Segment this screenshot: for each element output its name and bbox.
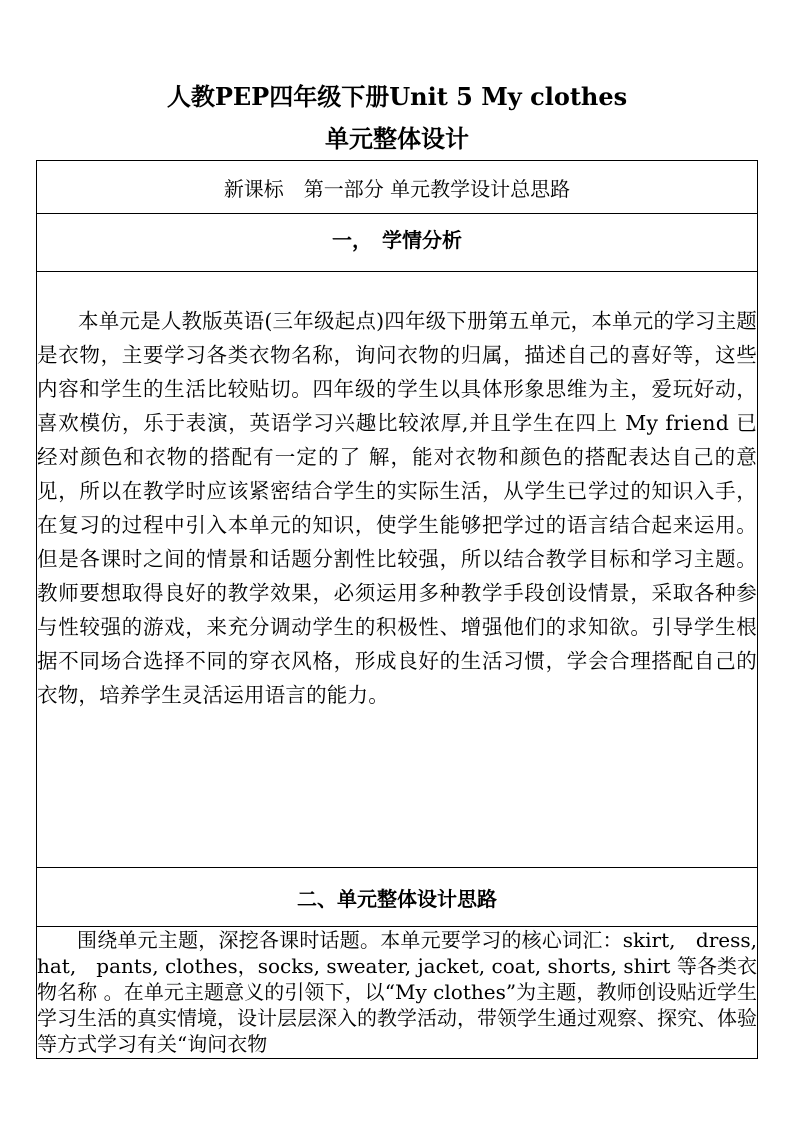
document-subtitle: 单元整体设计 bbox=[325, 124, 469, 153]
section2-body-cell bbox=[37, 927, 777, 1059]
section1-body-text: 本单元是人教版英语(三年级起点)四年级下册第五单元，本单元的学习主题是衣物，主要学习各类衣物名称，询问衣物的归属，描述自己的喜好等，这些内容和学生的生活比较贴切。四年级的学生以具体形象思维为主，爱玩好动，喜欢模仿，乐于表演，英语学习兴趣比较浓厚,并且学生在四上 My friend 已经对颜色和衣物的搭配有一定的了 解，能对衣物和颜色的搭配表达自己的意见，所以在教学时应该紧密结合学生的实际生活，从学生已学过的知识入手，在复习的过程中引入本单元的知识，使学生能够把学过的语言结合起来运用。但是各课时之间的情景和话题分割性比较强，所以结合教学目标和学习主题。教师要想取得良好的教学效果，必须运用多种教学手段创设情景，采取各种参与性较强的游戏，来充分调动学生的积极性、增强他们的求知欲。引导学生根据不同场合选择不同的穿衣风格，形成良好的生活习惯，学会合理搭配自己的衣物，培养学生灵活运用语言的能力。 bbox=[37, 309, 757, 707]
table-header-cell: 新课标 第一部分 单元教学设计总思路 bbox=[37, 161, 758, 214]
table-row bbox=[37, 927, 758, 1059]
table-row bbox=[37, 272, 758, 868]
document-title: 人教PEP四年级下册Unit 5 My clothes bbox=[166, 82, 628, 111]
design-table bbox=[36, 160, 777, 1059]
table-row bbox=[37, 214, 758, 272]
section1-heading: 一， 学情分析 bbox=[37, 214, 758, 272]
table-row bbox=[37, 161, 758, 214]
section1-body-cell bbox=[37, 272, 758, 868]
section2-heading: 二、单元整体设计思路 bbox=[37, 868, 758, 927]
table-row bbox=[37, 868, 758, 927]
section2-body-text: 围绕单元主题，深挖各课时话题。本单元要学习的核心词汇：skirt, dress, hat, pants, clothes，socks, sweater, jacket, coat, shorts, shirt 等各类衣物名称 。在单元主题意义的引领下，以“My clothes”为主题，教师创设贴近学生学习生活的真实情境，设计层层深入的教学活动，带领学生通过观察、探究、体验等方式学习有关“询问衣物 bbox=[37, 928, 777, 1056]
